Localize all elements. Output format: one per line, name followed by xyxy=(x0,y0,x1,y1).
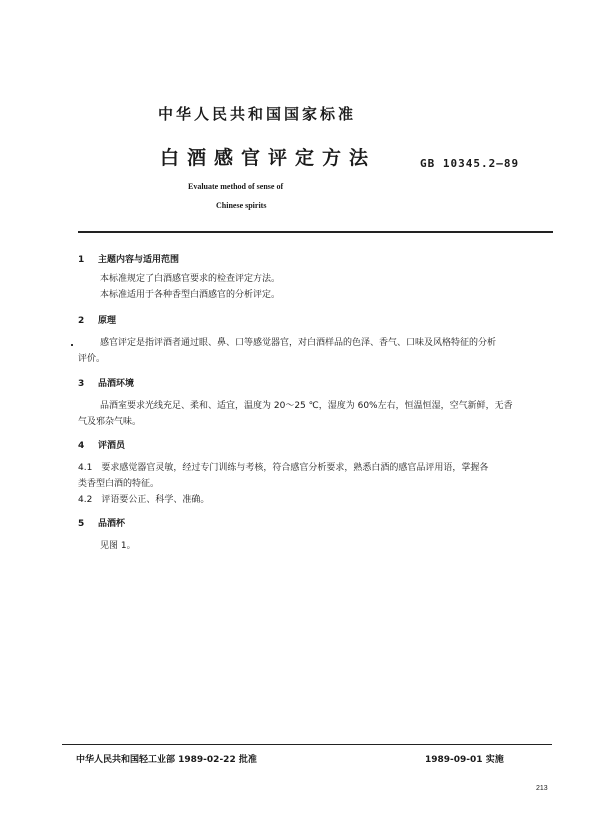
section-title: 品酒杯 xyxy=(98,519,126,529)
section-number: 5 xyxy=(78,519,85,529)
section-5-para-1: 见图 1。 xyxy=(100,541,136,551)
section-4-para-3: 4.2 评语要公正、科学、准确。 xyxy=(78,495,210,505)
section-1-para-2: 本标准适用于各种香型白酒感官的分析评定。 xyxy=(100,290,281,300)
section-title: 主题内容与适用范围 xyxy=(98,255,180,265)
standard-type-header: 中华人民共和国国家标准 xyxy=(158,105,357,123)
section-3-para-2: 气及邪杂气味。 xyxy=(78,417,142,427)
scan-artifact xyxy=(71,344,73,346)
header-divider xyxy=(78,231,553,233)
section-3-para-1: 品酒室要求光线充足、柔和、适宜，温度为 20～25 ℃，湿度为 60%左右，恒温恒湿，空气新鲜，无香 xyxy=(100,401,513,411)
section-1-heading xyxy=(78,252,179,265)
section-number: 2 xyxy=(78,316,85,326)
section-2-para-1: 感官评定是指评酒者通过眼、鼻、口等感觉器官，对白酒样品的色泽、香气、口味及风格特征的分析 xyxy=(100,338,497,348)
section-title: 品酒环境 xyxy=(98,379,135,389)
section-1-para-1: 本标准规定了白酒感官要求的检查评定方法。 xyxy=(100,274,281,284)
document-title-cn: 白酒感官评定方法 xyxy=(160,147,377,169)
section-2-para-2: 评价。 xyxy=(78,354,106,364)
page-number: 213 xyxy=(536,785,548,792)
document-title-en-line2: Chinese spirits xyxy=(216,201,267,210)
section-4-para-2: 类香型白酒的特征。 xyxy=(78,479,160,489)
section-title: 评酒员 xyxy=(98,441,126,451)
section-3-heading xyxy=(78,376,134,389)
implementation-date: 1989-09-01 实施 xyxy=(425,755,504,765)
section-4-para-1: 4.1 要求感觉器官灵敏，经过专门训练与考核，符合感官分析要求，熟悉白酒的感官品评用语，掌握各 xyxy=(78,463,489,473)
footer-divider xyxy=(62,744,552,745)
standard-code: GB 10345.2—89 xyxy=(420,157,520,170)
section-4-heading xyxy=(78,438,125,451)
section-number: 1 xyxy=(78,255,85,265)
section-title: 原理 xyxy=(98,316,117,326)
section-2-heading xyxy=(78,313,116,326)
document-title-en-line1: Evaluate method of sense of xyxy=(188,182,284,191)
approval-statement: 中华人民共和国轻工业部 1989-02-22 批准 xyxy=(76,755,257,765)
section-number: 3 xyxy=(78,379,85,389)
section-5-heading xyxy=(78,516,125,529)
section-number: 4 xyxy=(78,441,85,451)
